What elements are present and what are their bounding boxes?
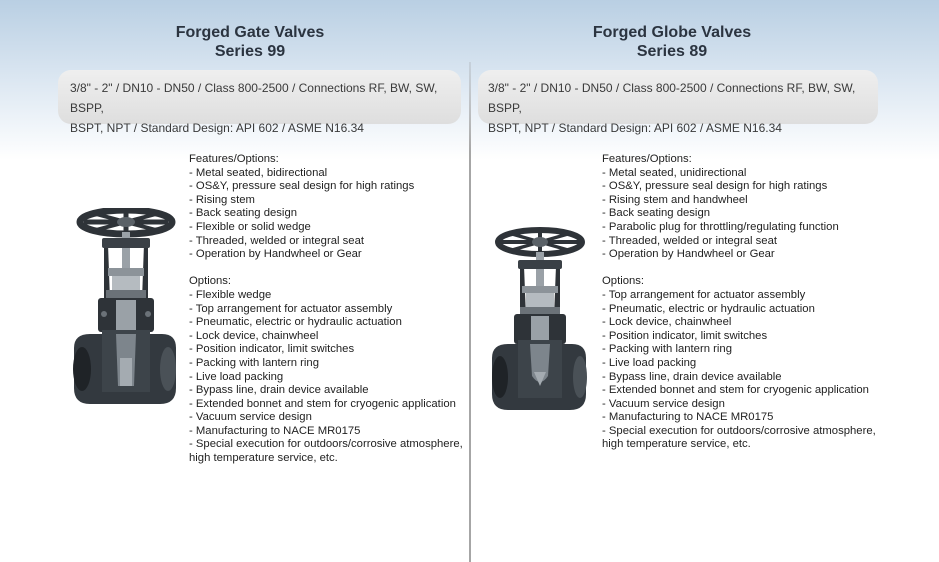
gate-spec-line: BSPT, NPT / Standard Design: API 602 / ASME N16.34 [70, 121, 364, 135]
globe-features-heading: Features/Options: [602, 153, 692, 165]
list-item: - OS&Y, pressure seal design for high ratings [189, 180, 415, 193]
list-item: - Manufacturing to NACE MR0175 [602, 411, 774, 424]
list-item: - Extended bonnet and stem for cryogenic application [189, 397, 456, 410]
list-item: - Metal seated, bidirectional [189, 166, 328, 179]
list-item: - Rising stem [189, 193, 255, 206]
list-item: - Metal seated, unidirectional [602, 166, 747, 179]
list-item: - Top arrangement for actuator assembly [189, 302, 393, 315]
globe-valve-section [478, 0, 898, 562]
list-item: - Operation by Handwheel or Gear [602, 248, 775, 261]
list-item: - Extended bonnet and stem for cryogenic application [602, 384, 869, 397]
list-item: - Bypass line, drain device available [602, 370, 782, 383]
globe-spec-box [478, 70, 878, 135]
list-item: - Packing with lantern ring [189, 356, 319, 369]
spacer [602, 262, 887, 276]
list-item: - Rising stem and handwheel [602, 193, 748, 206]
globe-spec-line: 3/8" - 2" / DN10 - DN50 / Class 800-2500 / Connections RF, BW, SW, BSPP, [488, 81, 856, 115]
globe-spec-line: BSPT, NPT / Standard Design: API 602 / ASME N16.34 [488, 121, 782, 135]
list-item: - Bypass line, drain device available [189, 384, 369, 397]
list-item: - Lock device, chainwheel [189, 329, 319, 342]
gate-valve-image [68, 208, 178, 418]
list-item: - Flexible wedge [189, 288, 272, 301]
list-item: - Vacuum service design [602, 397, 725, 410]
list-item: - Special execution for outdoors/corrosive atmosphere, high temperature service, etc. [189, 438, 463, 465]
list-item: - Lock device, chainwheel [602, 316, 732, 329]
list-item: - Threaded, welded or integral seat [602, 234, 777, 247]
list-item: - Back seating design [602, 207, 711, 220]
gate-spec-line: 3/8" - 2" / DN10 - DN50 / Class 800-2500 / Connections RF, BW, SW, BSPP, [70, 81, 438, 115]
list-item: - Threaded, welded or integral seat [189, 234, 364, 247]
globe-valve-image [488, 226, 588, 421]
list-item: - Top arrangement for actuator assembly [602, 288, 806, 301]
list-item: - Pneumatic, electric or hydraulic actuation [602, 302, 815, 315]
gate-features-heading: Features/Options: [189, 153, 279, 165]
globe-valve-title: Forged Globe Valves Series 89 [592, 24, 752, 60]
list-item: - Vacuum service design [189, 411, 312, 424]
gate-features-list [189, 153, 474, 466]
list-item: - Back seating design [189, 207, 298, 220]
list-item: - Pneumatic, electric or hydraulic actuation [189, 316, 402, 329]
list-item: - Flexible or solid wedge [189, 220, 311, 233]
gate-options-heading: Options: [189, 275, 232, 288]
gate-spec-box [58, 70, 461, 135]
gate-valve-title: Forged Gate Valves Series 99 [175, 24, 325, 60]
list-item: - Position indicator, limit switches [602, 329, 768, 342]
list-item: - Live load packing [189, 370, 284, 383]
gate-valve-section [50, 0, 470, 562]
list-item: - Packing with lantern ring [602, 343, 732, 356]
globe-options-heading: Options: [602, 275, 645, 288]
list-item: - Special execution for outdoors/corrosive atmosphere, high temperature service, etc. [602, 424, 876, 451]
list-item: - Manufacturing to NACE MR0175 [189, 424, 361, 437]
list-item: - OS&Y, pressure seal design for high ratings [602, 180, 828, 193]
globe-features-list [602, 153, 887, 452]
list-item: - Position indicator, limit switches [189, 343, 355, 356]
spacer [189, 262, 474, 276]
list-item: - Live load packing [602, 356, 697, 369]
list-item: - Parabolic plug for throttling/regulating function [602, 220, 839, 233]
list-item: - Operation by Handwheel or Gear [189, 248, 362, 261]
